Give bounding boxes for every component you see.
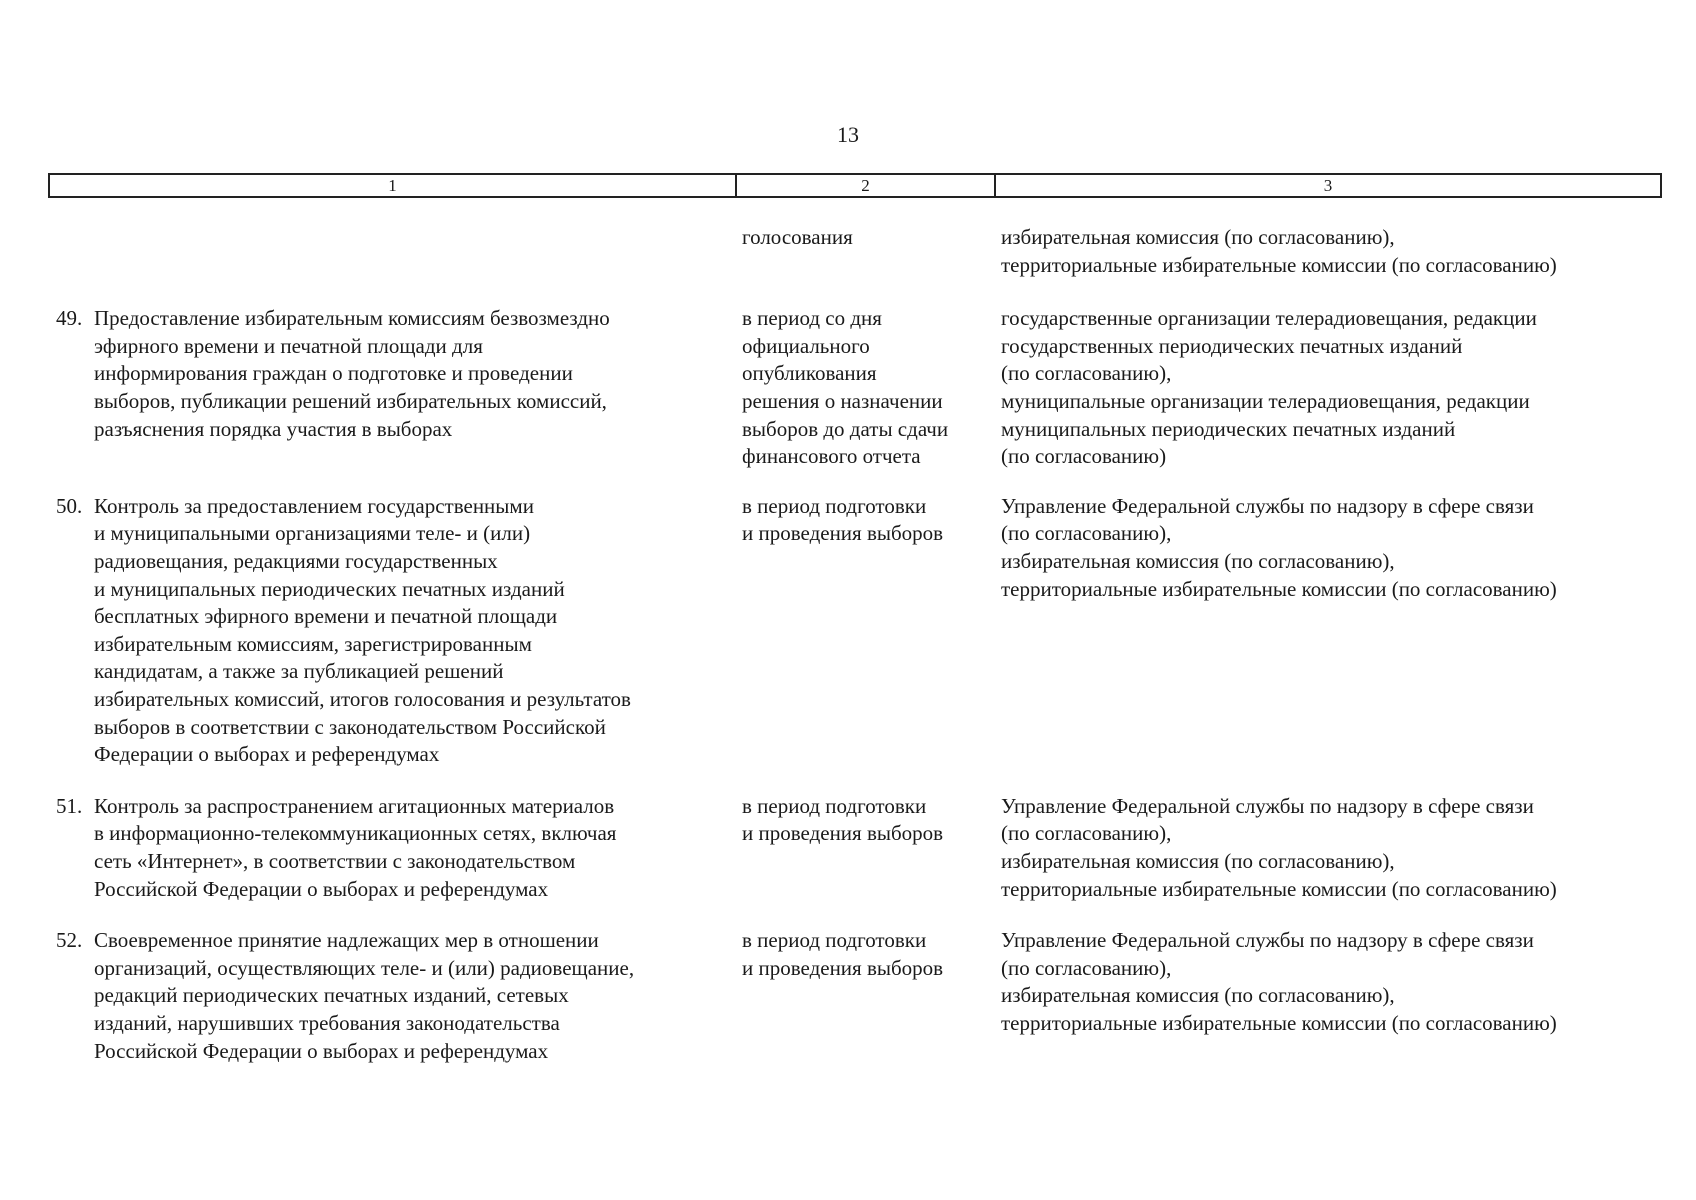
text-line: организаций, осуществляющих теле- и (или) радиовещание, <box>94 955 635 980</box>
text-line: Контроль за распространением агитационных материалов <box>94 793 615 818</box>
page-number: 13 <box>837 122 859 147</box>
text-line: в период подготовки <box>742 493 927 518</box>
text-line: территориальные избирательные комиссии (по согласованию) <box>1001 252 1557 277</box>
table-row <box>56 224 1656 279</box>
period-cell <box>742 305 992 471</box>
text-line: территориальные избирательные комиссии (по согласованию) <box>1001 1010 1557 1035</box>
measure-description <box>94 927 740 1065</box>
column-header-row <box>48 173 1662 198</box>
text-line: бесплатных эфирного времени и печатной площади <box>94 604 558 629</box>
measure-cell <box>56 927 740 1065</box>
text-line: редакций периодических печатных изданий, сетевых <box>94 983 569 1008</box>
table-body <box>56 224 1656 1065</box>
text-line: Своевременное принятие надлежащих мер в отношении <box>94 928 599 953</box>
column-header-1: 1 <box>388 176 397 195</box>
item-number: 51. <box>56 793 83 818</box>
text-line: разъяснения порядка участия в выборах <box>94 416 453 441</box>
text-line: эфирного времени и печатной площади для <box>94 333 483 358</box>
measure-cell <box>56 493 740 769</box>
text-line: и проведения выборов <box>742 821 944 846</box>
text-line: и проведения выборов <box>742 521 944 546</box>
text-line: в информационно-телекоммуникационных сетях, включая <box>94 821 617 846</box>
text-line: территориальные избирательные комиссии (по согласованию) <box>1001 876 1557 901</box>
table-row <box>56 927 1656 1065</box>
text-line: в период со дня <box>742 306 882 331</box>
text-line: муниципальных периодических печатных изданий <box>1001 416 1456 441</box>
measure-cell <box>56 224 740 279</box>
table-row <box>56 793 1656 903</box>
text-line: (по согласованию) <box>1001 444 1167 469</box>
text-line: голосования <box>742 225 853 249</box>
text-line: избирательных комиссий, итогов голосования и результатов <box>94 686 631 711</box>
measure-description <box>94 493 740 769</box>
period-cell <box>742 793 992 848</box>
text-line: кандидатам, а также за публикацией решений <box>94 659 504 684</box>
text-line: (по согласованию), <box>1001 361 1172 386</box>
table-row <box>56 493 1656 769</box>
text-line: выборов до даты сдачи <box>742 416 949 441</box>
text-line: муниципальные организации телерадиовещания, редакции <box>1001 388 1530 413</box>
responsible-cell <box>1001 927 1696 1037</box>
text-line: Российской Федерации о выборах и референдумах <box>94 1038 549 1063</box>
responsible-cell <box>1001 224 1696 279</box>
text-line: избирательная комиссия (по согласованию), <box>1001 983 1395 1008</box>
text-line: (по согласованию), <box>1001 521 1172 546</box>
text-line: Управление Федеральной службы по надзору в сфере связи <box>1001 793 1534 818</box>
responsible-cell <box>1001 305 1696 471</box>
measure-cell <box>56 305 740 471</box>
text-line: избирательная комиссия (по согласованию), <box>1001 848 1395 873</box>
text-line: информирования граждан о подготовке и проведении <box>94 361 573 386</box>
table-row <box>56 305 1656 471</box>
text-line: Управление Федеральной службы по надзору в сфере связи <box>1001 928 1534 953</box>
text-line: в период подготовки <box>742 928 927 953</box>
text-line: (по согласованию), <box>1001 821 1172 846</box>
text-line: и проведения выборов <box>742 955 944 980</box>
item-number <box>56 224 94 279</box>
period-cell <box>742 927 992 982</box>
text-line: Российской Федерации о выборах и референдумах <box>94 876 549 901</box>
measure-description <box>94 793 740 903</box>
item-number: 52. <box>56 928 83 953</box>
text-line: и муниципальными организациями теле- и (или) <box>94 521 531 546</box>
responsible-cell <box>1001 793 1696 903</box>
text-line: территориальные избирательные комиссии (по согласованию) <box>1001 576 1557 601</box>
text-line: Управление Федеральной службы по надзору в сфере связи <box>1001 493 1534 518</box>
text-line: опубликования <box>742 361 877 386</box>
text-line: избирательным комиссиям, зарегистрированным <box>94 631 532 656</box>
text-line: государственные организации телерадиовещания, редакции <box>1001 306 1537 331</box>
text-line: Контроль за предоставлением государственными <box>94 493 534 518</box>
text-line: выборов, публикации решений избирательных комиссий, <box>94 388 607 413</box>
text-line: решения о назначении <box>742 388 943 413</box>
column-header-3: 3 <box>994 175 1660 196</box>
text-line: выборов в соответствии с законодательством Российской <box>94 714 606 739</box>
item-number: 49. <box>56 306 83 331</box>
text-line: избирательная комиссия (по согласованию), <box>1001 225 1395 249</box>
text-line: (по согласованию), <box>1001 955 1172 980</box>
text-line: финансового отчета <box>742 444 921 469</box>
measure-description <box>94 305 740 471</box>
text-line: Предоставление избирательным комиссиям безвозмездно <box>94 306 610 331</box>
period-cell <box>742 224 992 252</box>
measure-description <box>94 224 740 279</box>
text-line: сеть «Интернет», в соответствии с законодательством <box>94 848 576 873</box>
text-line: Федерации о выборах и референдумах <box>94 742 440 767</box>
period-cell <box>742 493 992 548</box>
text-line: государственных периодических печатных изданий <box>1001 333 1463 358</box>
text-line: в период подготовки <box>742 793 927 818</box>
text-line: избирательная комиссия (по согласованию), <box>1001 548 1395 573</box>
item-number: 50. <box>56 493 83 518</box>
text-line: радиовещания, редакциями государственных <box>94 548 498 573</box>
measure-cell <box>56 793 740 903</box>
column-header-2: 2 <box>735 175 994 196</box>
responsible-cell <box>1001 493 1696 603</box>
text-line: и муниципальных периодических печатных изданий <box>94 576 565 601</box>
text-line: изданий, нарушивших требования законодательства <box>94 1010 560 1035</box>
text-line: официального <box>742 333 870 358</box>
